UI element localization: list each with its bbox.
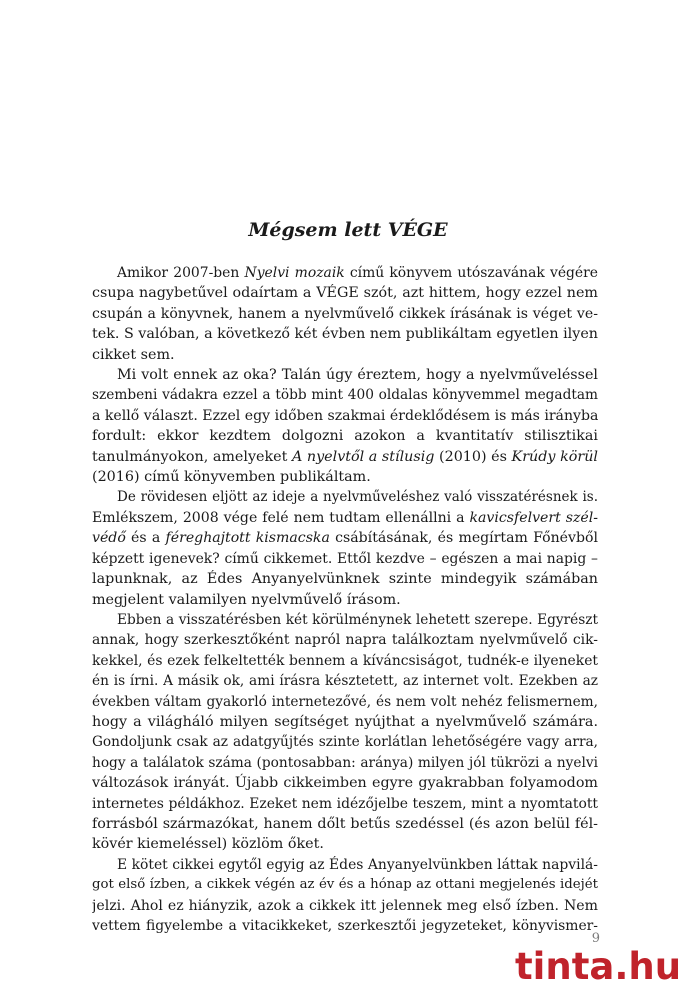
text-line: én is írni. A másik ok, ami írásra késztetett, az internet volt. Ezekben az — [92, 673, 598, 690]
text-line: a kellő választ. Ezzel egy időben szakmai érdeklődésem is más irányba — [92, 407, 598, 424]
page-number: 9 — [591, 931, 600, 946]
text-line: változások irányát. Újabb cikkeimben egyre gyakrabban folyamodom — [92, 775, 598, 792]
publisher-logo-watermark: tinta.hu — [515, 945, 682, 988]
text-line: Mi volt ennek az oka? Talán úgy éreztem, hogy a nyelvműveléssel — [117, 367, 598, 384]
text-line: megjelent valamilyen nyelvművelő írásom. — [92, 591, 401, 608]
text-line: kekkel, és ezek felkeltették bennem a kíváncsiságot, tudnék-e ilyeneket — [92, 652, 598, 669]
text-line: De rövidesen eljött az ideje a nyelvműveléshez való visszatérésnek is. — [117, 489, 598, 506]
italic-phrase: Krúdy körül — [511, 448, 598, 465]
text-line: védő és a féreghajtott kismacska csábításának, és megírtam Főnévből — [92, 530, 598, 547]
text-line: Ebben a visszatérésben két körülménynek lehetett szerepe. Egyrészt — [117, 611, 598, 628]
text-line: fordult: ekkor kezdtem dolgozni azokon a kvantitatív stilisztikai — [92, 428, 598, 445]
paragraph — [92, 365, 598, 487]
text-line: hogy a világháló milyen segítséget nyújthat a nyelvművelő számára. — [92, 713, 598, 730]
italic-phrase: kavicsfelvert szél- — [469, 509, 598, 526]
paragraph — [92, 487, 598, 609]
paragraph — [92, 610, 598, 855]
text-line: vettem figyelembe a vitacikkeket, szerkesztői jegyzeteket, könyvismer- — [92, 918, 598, 934]
italic-phrase: védő — [92, 530, 126, 547]
text-line: lapunknak, az Édes Anyanyelvünknek szinte mindegyik számában — [92, 571, 598, 588]
text-line: E kötet cikkei egytől egyig az Édes Anyanyelvünkben láttak napvilá- — [117, 856, 598, 873]
text-line: csupán a könyvnek, hanem a nyelvművelő cikkek írásának is véget ve- — [92, 305, 598, 322]
text-line: csupa nagybetűvel odaírtam a VÉGE szót, azt hittem, hogy ezzel nem — [92, 285, 598, 302]
text-line: kövér kiemeléssel) közlöm őket. — [92, 836, 324, 853]
text-line: internetes példákhoz. Ezeket nem idézőjelbe teszem, mint a nyomtatott — [92, 795, 598, 812]
text-line: években váltam gyakorló internetezővé, és nem volt nehéz felismernem, — [92, 693, 598, 710]
text-line: cikket sem. — [92, 346, 175, 363]
paragraph — [92, 855, 598, 937]
text-line: Amikor 2007-ben Nyelvi mozaik című könyvem utószavának végére — [117, 265, 598, 281]
text-line: Emlékszem, 2008 vége felé nem tudtam ellenállni a kavicsfelvert szél- — [92, 509, 598, 526]
text-line: (2016) című könyvemben publikáltam. — [92, 469, 371, 486]
text-line: Gondoljunk csak az adatgyűjtés szinte korlátlan lehetőségére vagy arra, — [92, 734, 598, 751]
text-line: jelzi. Ahol ez hiányzik, azok a cikkek itt jelennek meg első ízben. Nem — [92, 897, 598, 914]
text-line: got első ízben, a cikkek végén az év és a hónap az ottani megjelenés idejét — [92, 877, 598, 893]
italic-phrase: Nyelvi mozaik — [244, 265, 345, 281]
text-line: tek. S valóban, a következő két évben nem publikáltam egyetlen ilyen — [92, 326, 598, 343]
text-line: képzett igenevek? című cikkemet. Ettől kezdve – egészen a mai napig – — [92, 550, 598, 567]
text-line: hogy a találatok száma (pontosabban: aránya) milyen jól tükrözi a nyelvi — [92, 754, 598, 771]
text-line: forrásból származókat, hanem dőlt betűs szedéssel (és azon belül fél- — [92, 815, 598, 832]
text-line: annak, hogy szerkesztőként napról napra találkoztam nyelvművelő cik- — [92, 632, 598, 649]
italic-phrase: A nyelvtől a stílusig — [291, 448, 435, 465]
text-line: szembeni vádakra ezzel a több mint 400 oldalas könyvemmel megadtam — [92, 387, 598, 404]
body-text — [92, 263, 598, 936]
paragraph — [92, 263, 598, 365]
text-line: tanulmányokon, amelyeket A nyelvtől a stílusig (2010) és Krúdy körül — [92, 448, 598, 465]
page-title: Mégsem lett VÉGE — [248, 219, 448, 241]
italic-phrase: féreghajtott kismacska — [165, 530, 330, 547]
